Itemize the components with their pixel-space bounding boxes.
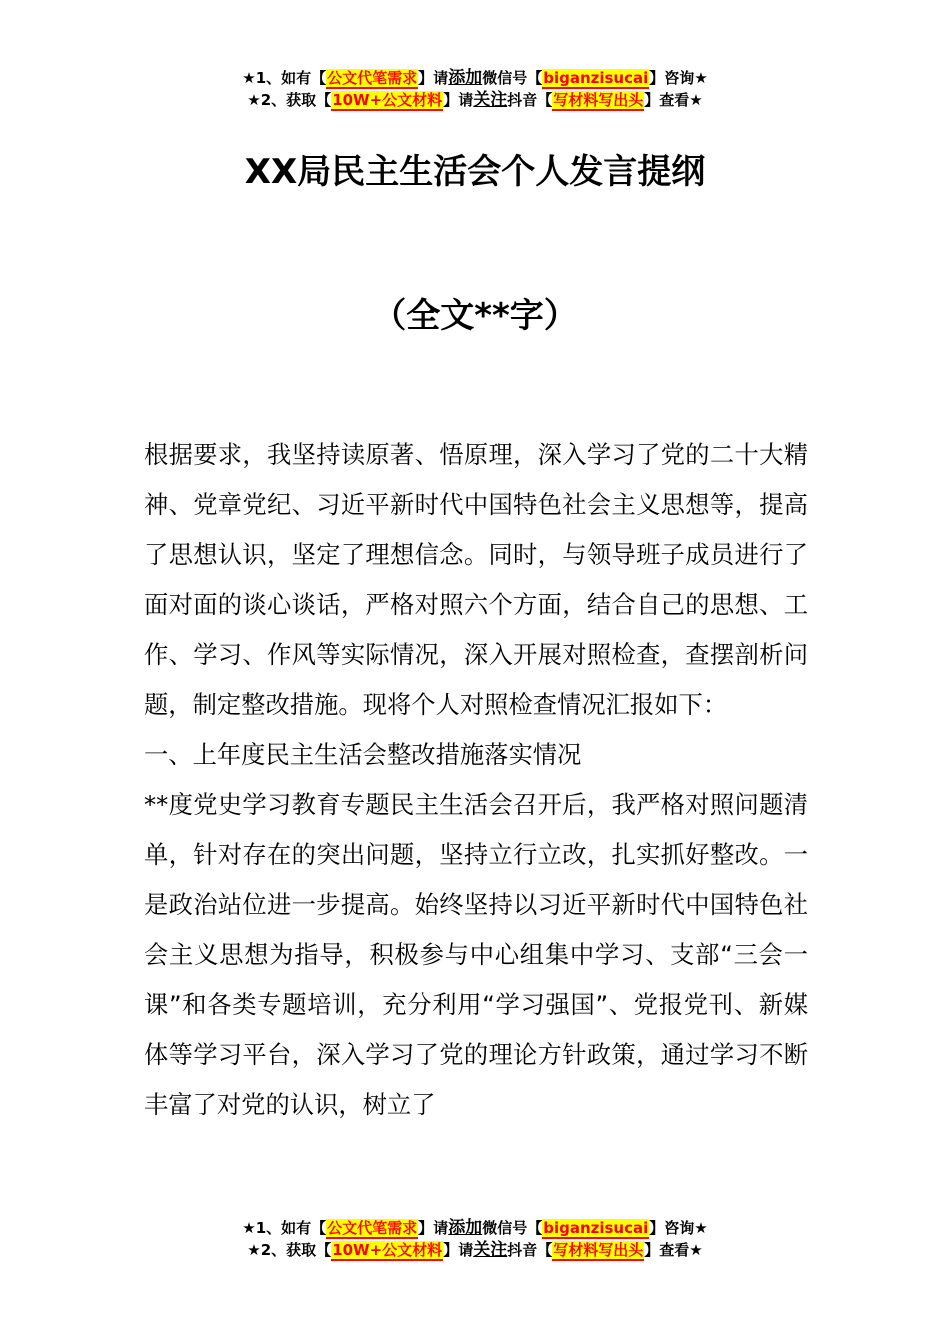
banner-highlight: biganzisucai [543,69,649,87]
banner-line-1: ★1、如有【公文代笔需求】请添加微信号【biganzisucai】咨询★ [242,68,708,88]
body-paragraph: 根据要求，我坚持读原著、悟原理，深入学习了党的二十大精神、党章党纪、习近平新时代中国特色社会主义思想等，提高了思想认识，坚定了理想信念。同时，与领导班子成员进行了面对面的谈心谈话，严格对照六个方面，结合自己的思想、工作、学习、作风等实际情况，深入开展对照检查，查摆剖析问题，制定整改措施。现将个人对照检查情况汇报如下： [144,440,808,719]
banner-highlight: 写材料写出头 [553,1241,644,1259]
banner-highlight: 写材料写出头 [553,91,644,109]
document-subtitle: （全文**字） [372,296,578,336]
banner-highlight: 10W+公文材料 [332,91,443,109]
footer-banner [0,1217,950,1261]
banner-line-2: ★2、获取【10W+公文材料】请关注抖音【写材料写出头】查看★ [247,90,703,110]
banner-highlight: 公文代笔需求 [327,69,418,87]
body-paragraph: **度党史学习教育专题民主生活会召开后，我严格对照问题清单，针对存在的突出问题，坚持立行立改，扎实抓好整改。一是政治站位进一步提高。始终坚持以习近平新时代中国特色社会主义思想为指导，积极参与中心组集中学习、支部“三会一课”和各类专题培训，充分利用“学习强国”、党报党刊、新媒体等学习平台，深入学习了党的理论方针政策，通过学习不断丰富了对党的认识，树立了 [144,790,808,1119]
document-title: XX局民主生活会个人发言提纲 [244,152,706,192]
banner-highlight: 公文代笔需求 [327,1219,418,1237]
document-body [144,430,808,1130]
header-banner [0,67,950,111]
banner-line-1: ★1、如有【公文代笔需求】请添加微信号【biganzisucai】咨询★ [242,1218,708,1238]
section-heading: 一、上年度民主生活会整改措施落实情况 [144,740,582,769]
banner-line-2: ★2、获取【10W+公文材料】请关注抖音【写材料写出头】查看★ [247,1240,703,1260]
banner-highlight: 10W+公文材料 [332,1241,443,1259]
banner-highlight: biganzisucai [543,1219,649,1237]
